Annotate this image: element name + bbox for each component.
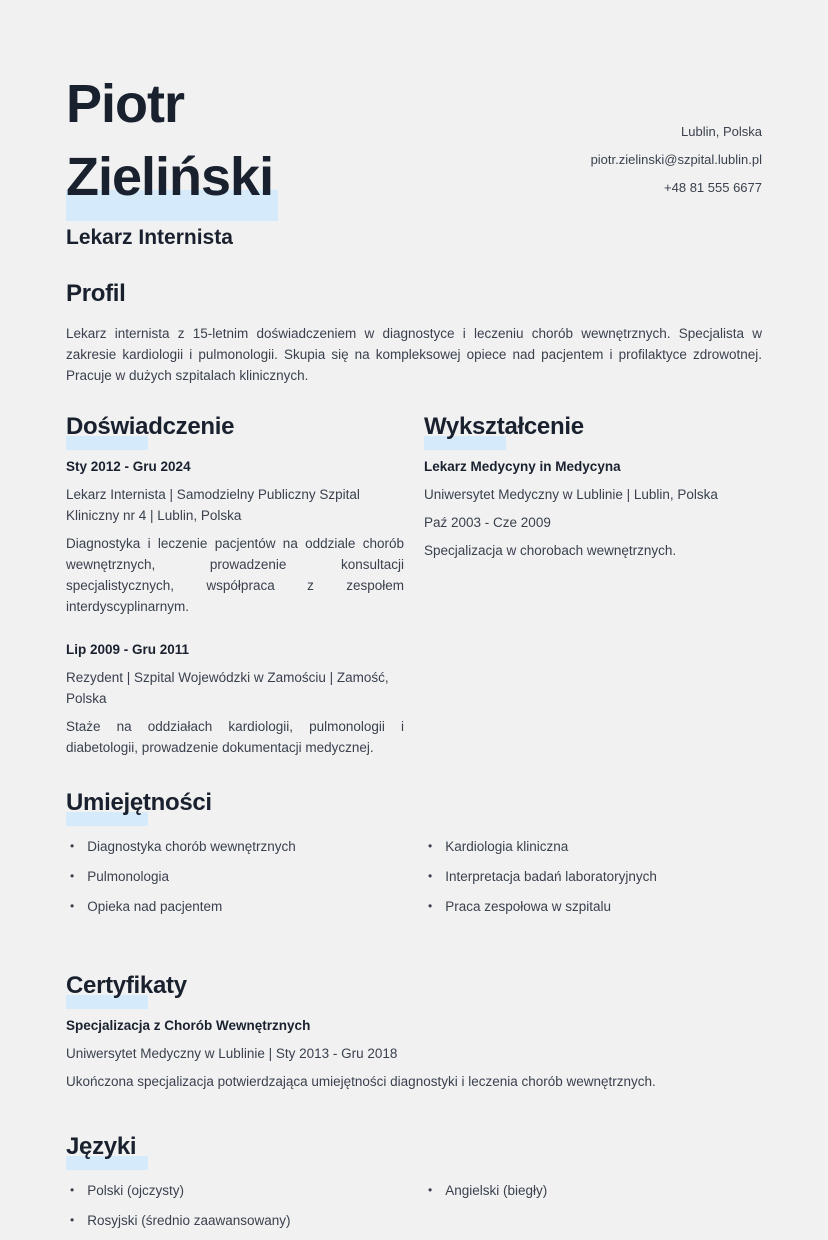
certifications-heading: Certyfikaty <box>66 972 187 999</box>
language-item <box>66 1180 404 1201</box>
education-heading: Wykształcenie <box>424 413 584 440</box>
language-label: Polski (ojczysty) <box>87 1183 184 1198</box>
bullet-icon: • <box>70 1183 75 1197</box>
contact-phone: +48 81 555 6677 <box>664 180 762 195</box>
person-name <box>66 68 273 214</box>
bullet-icon: • <box>70 899 75 913</box>
section-languages <box>66 1133 762 1240</box>
skill-item <box>424 836 762 857</box>
certification-description: Ukończona specjalizacja potwierdzająca umiejętności diagnostyki i leczenia chorób wewnętrznych. <box>66 1074 656 1089</box>
experience-dates: Sty 2012 - Gru 2024 <box>66 459 191 474</box>
education-school: Uniwersytet Medyczny w Lublinie | Lublin, Polska <box>424 487 718 502</box>
skills-column-right <box>424 836 762 926</box>
experience-entry <box>66 456 404 617</box>
bullet-icon: • <box>428 1183 433 1197</box>
skill-label: Kardiologia kliniczna <box>445 839 569 854</box>
languages-column-left <box>66 1180 404 1240</box>
bullet-icon: • <box>70 839 75 853</box>
education-dates: Paź 2003 - Cze 2009 <box>424 515 551 530</box>
section-skills <box>66 789 762 926</box>
education-entry <box>424 456 762 561</box>
name-block <box>66 68 273 250</box>
skill-item <box>66 836 404 857</box>
languages-list <box>66 1180 762 1240</box>
skill-item <box>66 896 404 917</box>
experience-title: Rezydent | Szpital Wojewódzki w Zamościu | Zamość, Polska <box>66 670 389 706</box>
header <box>66 68 762 250</box>
last-name: Zieliński <box>66 141 273 214</box>
experience-description: Diagnostyka i leczenie pacjentów na oddziale chorób wewnętrznych, prowadzenie konsultacji specjalistycznych, współpraca z zespołem interdyscyplinarnym. <box>66 536 404 614</box>
profile-heading: Profil <box>66 280 126 307</box>
languages-column-right <box>424 1180 762 1240</box>
first-name: Piotr <box>66 74 185 134</box>
experience-heading: Doświadczenie <box>66 413 235 440</box>
language-item <box>424 1180 762 1201</box>
job-title: Lekarz Internista <box>66 226 233 249</box>
skill-label: Diagnostyka chorób wewnętrznych <box>87 839 296 854</box>
bullet-icon: • <box>428 839 433 853</box>
contact-location: Lublin, Polska <box>681 124 762 139</box>
skills-column-left <box>66 836 404 926</box>
certification-entry <box>66 1015 762 1092</box>
experience-education-columns <box>66 413 762 758</box>
skills-list <box>66 836 762 926</box>
section-profile <box>66 280 762 386</box>
experience-description: Staże na oddziałach kardiologii, pulmonologii i diabetologii, prowadzenie dokumentacji medycznej. <box>66 719 404 755</box>
experience-entry <box>66 639 404 758</box>
skill-label: Opieka nad pacjentem <box>87 899 223 914</box>
education-description: Specjalizacja w chorobach wewnętrznych. <box>424 543 677 558</box>
contact-info <box>591 118 762 202</box>
experience-title: Lekarz Internista | Samodzielny Publiczny Szpital Kliniczny nr 4 | Lublin, Polska <box>66 487 360 523</box>
contact-email: piotr.zielinski@szpital.lublin.pl <box>590 152 762 167</box>
skills-heading: Umiejętności <box>66 789 212 816</box>
section-certifications <box>66 972 762 1092</box>
languages-heading: Języki <box>66 1133 137 1160</box>
experience-dates: Lip 2009 - Gru 2011 <box>66 642 190 657</box>
skill-label: Pulmonologia <box>87 869 170 884</box>
bullet-icon: • <box>70 1213 75 1227</box>
certification-name: Specjalizacja z Chorób Wewnętrznych <box>66 1018 311 1033</box>
certification-issuer-dates: Uniwersytet Medyczny w Lublinie | Sty 2013 - Gru 2018 <box>66 1046 398 1061</box>
section-education <box>424 413 762 758</box>
education-degree: Lekarz Medycyny in Medycyna <box>424 459 621 474</box>
language-label: Angielski (biegły) <box>445 1183 548 1198</box>
profile-text: Lekarz internista z 15-letnim doświadczeniem w diagnostyce i leczeniu chorób wewnętrznych. Specjalista w zakresie kardiologii i pulmonologii. Skupia się na kompleksowej opiece nad pacjentem i profilaktyce zdrowotnej. Pracuje w dużych szpitalach klinicznych. <box>66 326 762 383</box>
skill-item <box>424 866 762 887</box>
skill-item <box>424 896 762 917</box>
skill-label: Interpretacja badań laboratoryjnych <box>445 869 657 884</box>
skill-label: Praca zespołowa w szpitalu <box>445 899 612 914</box>
skill-item <box>66 866 404 887</box>
language-item <box>66 1210 404 1231</box>
bullet-icon: • <box>428 869 433 883</box>
section-experience <box>66 413 404 758</box>
bullet-icon: • <box>428 899 433 913</box>
bullet-icon: • <box>70 869 75 883</box>
language-label: Rosyjski (średnio zaawansowany) <box>87 1213 291 1228</box>
